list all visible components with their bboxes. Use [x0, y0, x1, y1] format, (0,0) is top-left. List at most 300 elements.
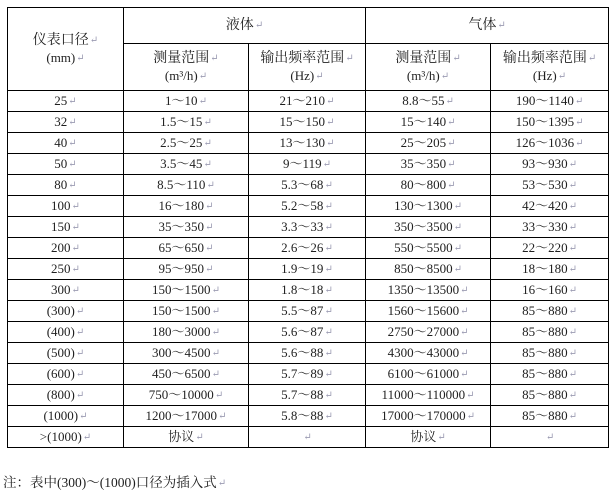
value-cell: [124, 280, 249, 301]
paragraph-mark: ↵: [453, 263, 462, 275]
cell-text: 16～180: [158, 197, 205, 213]
value-cell: [124, 406, 249, 427]
cell-text: 150～1395: [515, 113, 575, 129]
value-cell: [124, 259, 249, 280]
gas-group-header-cell: [366, 8, 609, 44]
footnote: [3, 471, 226, 491]
value-cell: [491, 343, 609, 364]
cell-text: 130～1300: [394, 197, 453, 213]
cell-text: 150: [51, 218, 71, 234]
diameter-cell: [8, 112, 124, 133]
value-cell: [366, 238, 491, 259]
gas-freq-header-cell: [491, 44, 609, 91]
paragraph-mark: ↵: [587, 53, 597, 65]
value-cell: [366, 343, 491, 364]
value-cell: [124, 301, 249, 322]
cell-text: 300: [51, 281, 71, 297]
diameter-unit: (mm): [46, 49, 76, 65]
cell-text: 85～880: [522, 302, 568, 318]
paragraph-mark: ↵: [322, 158, 331, 170]
diameter-cell: [8, 133, 124, 154]
freq-label: 输出频率范围: [260, 51, 345, 67]
value-cell: [124, 196, 249, 217]
cell-text: (500): [46, 344, 75, 360]
cell-text: 850～8500: [394, 260, 453, 276]
paragraph-mark: ↵: [437, 431, 446, 443]
cell-text: 17000～170000: [381, 407, 466, 423]
diameter-cell: [8, 364, 124, 385]
diameter-cell: [8, 406, 124, 427]
table-row: [8, 301, 609, 322]
cell-text: 150～1500: [152, 302, 211, 318]
value-cell: [491, 133, 609, 154]
paragraph-mark: ↵: [324, 284, 333, 296]
value-cell: [249, 154, 366, 175]
value-cell: [124, 322, 249, 343]
cell-text: 300～4500: [152, 344, 211, 360]
paragraph-mark: ↵: [324, 179, 333, 191]
paragraph-mark: ↵: [460, 284, 469, 296]
range-label: 测量范围: [153, 51, 210, 67]
paragraph-mark: ↵: [568, 179, 577, 191]
cell-text: 5.7～88: [281, 386, 324, 402]
value-cell: [491, 322, 609, 343]
value-cell: [249, 91, 366, 112]
paragraph-mark: ↵: [568, 263, 577, 275]
table-row: [8, 112, 609, 133]
paragraph-mark: ↵: [82, 431, 92, 443]
footnote-text: 注：表中(300)～(1000)口径为插入式: [3, 475, 217, 490]
table-row: [8, 196, 609, 217]
paragraph-mark: ↵: [497, 19, 506, 31]
cell-text: 25～205: [400, 134, 447, 150]
paragraph-mark: ↵: [303, 431, 312, 443]
cell-text: 65～650: [158, 239, 205, 255]
paragraph-mark: ↵: [195, 431, 204, 443]
table-row: [8, 259, 609, 280]
paragraph-mark: ↵: [71, 284, 80, 296]
cell-text: 协议: [410, 428, 437, 444]
range-unit: (m³/h): [164, 67, 198, 83]
paragraph-mark: ↵: [324, 305, 333, 317]
paragraph-mark: ↵: [568, 410, 577, 422]
value-cell: [124, 217, 249, 238]
cell-text: 15～140: [400, 113, 447, 129]
range-unit: (m³/h): [406, 67, 440, 83]
paragraph-mark: ↵: [210, 53, 219, 65]
cell-text: 250: [51, 260, 71, 276]
paragraph-mark: ↵: [71, 221, 80, 233]
cell-text: 33～330: [522, 218, 568, 234]
table-row: [8, 322, 609, 343]
paragraph-mark: ↵: [557, 70, 567, 82]
cell-text: 2.6～26: [281, 239, 324, 255]
value-cell: [491, 364, 609, 385]
cell-text: 16～160: [522, 281, 568, 297]
paragraph-mark: ↵: [345, 53, 354, 65]
cell-text: 150～1500: [152, 281, 211, 297]
cell-text: (1000): [43, 407, 79, 423]
value-cell: [491, 427, 609, 448]
cell-text: 5.7～89: [281, 365, 324, 381]
cell-text: 25: [54, 92, 68, 108]
value-cell: [124, 427, 249, 448]
paragraph-mark: ↵: [568, 305, 577, 317]
paragraph-mark: ↵: [203, 137, 212, 149]
paragraph-mark: ↵: [198, 95, 207, 107]
cell-text: 450～6500: [152, 365, 211, 381]
table-row: [8, 133, 609, 154]
cell-text: 35～350: [400, 155, 447, 171]
paragraph-mark: ↵: [211, 305, 220, 317]
paragraph-mark: ↵: [575, 116, 584, 128]
cell-text: 42～420: [522, 197, 568, 213]
value-cell: [491, 385, 609, 406]
diameter-cell: [8, 385, 124, 406]
value-cell: [366, 322, 491, 343]
paragraph-mark: ↵: [206, 179, 215, 191]
value-cell: [366, 364, 491, 385]
paragraph-mark: ↵: [447, 179, 456, 191]
value-cell: [366, 175, 491, 196]
cell-text: 11000～110000: [381, 386, 466, 402]
value-cell: [124, 385, 249, 406]
value-cell: [249, 301, 366, 322]
paragraph-mark: ↵: [211, 284, 220, 296]
value-cell: [366, 259, 491, 280]
value-cell: [366, 91, 491, 112]
diameter-cell: [8, 427, 124, 448]
cell-text: 8.5～110: [157, 176, 206, 192]
liquid-group-header-cell: [124, 8, 366, 44]
paragraph-mark: ↵: [254, 19, 264, 31]
value-cell: [366, 280, 491, 301]
table-row: [8, 175, 609, 196]
paragraph-mark: ↵: [568, 158, 577, 170]
cell-text: 1200～17000: [145, 407, 218, 423]
value-cell: [366, 427, 491, 448]
cell-text: (300): [46, 302, 75, 318]
cell-text: 5.2～58: [281, 197, 324, 213]
table-row: [8, 280, 609, 301]
cell-text: 6100～61000: [387, 365, 460, 381]
value-cell: [249, 112, 366, 133]
value-cell: [491, 301, 609, 322]
value-cell: [124, 175, 249, 196]
cell-text: 1.5～15: [160, 113, 203, 129]
table-row: [8, 91, 609, 112]
value-cell: [366, 196, 491, 217]
paragraph-mark: ↵: [460, 305, 469, 317]
liquid-range-header-cell: [124, 44, 249, 91]
value-cell: [366, 112, 491, 133]
value-cell: [249, 217, 366, 238]
paragraph-mark: ↵: [460, 368, 469, 380]
diameter-cell: [8, 154, 124, 175]
cell-text: 22～220: [522, 239, 568, 255]
paragraph-mark: ↵: [453, 242, 462, 254]
cell-text: 协议: [168, 428, 195, 444]
diameter-cell: [8, 91, 124, 112]
cell-text: 9～119: [283, 155, 322, 171]
paragraph-mark: ↵: [466, 410, 475, 422]
table-row: [8, 406, 609, 427]
value-cell: [491, 91, 609, 112]
paragraph-mark: ↵: [440, 70, 450, 82]
value-cell: [366, 406, 491, 427]
value-cell: [491, 175, 609, 196]
paragraph-mark: ↵: [205, 242, 214, 254]
value-cell: [366, 301, 491, 322]
paragraph-mark: ↵: [71, 263, 80, 275]
paragraph-mark: ↵: [453, 200, 462, 212]
table-row: [8, 217, 609, 238]
paragraph-mark: ↵: [568, 200, 577, 212]
cell-text: 550～5500: [394, 239, 453, 255]
gas-label: 气体: [468, 17, 497, 33]
paragraph-mark: ↵: [89, 35, 99, 47]
cell-text: 32: [54, 113, 68, 129]
paragraph-mark: ↵: [324, 200, 333, 212]
flowmeter-spec-table: [7, 7, 609, 448]
paragraph-mark: ↵: [218, 410, 227, 422]
paragraph-mark: ↵: [447, 116, 456, 128]
value-cell: [124, 133, 249, 154]
value-cell: [249, 322, 366, 343]
cell-text: 180～3000: [152, 323, 211, 339]
value-cell: [366, 133, 491, 154]
paragraph-mark: ↵: [203, 158, 212, 170]
paragraph-mark: ↵: [324, 242, 333, 254]
paragraph-mark: ↵: [447, 158, 456, 170]
paragraph-mark: ↵: [568, 326, 577, 338]
value-cell: [249, 385, 366, 406]
paragraph-mark: ↵: [71, 242, 80, 254]
liquid-label: 液体: [225, 17, 254, 33]
cell-text: 1.8～18: [281, 281, 324, 297]
paragraph-mark: ↵: [205, 221, 214, 233]
value-cell: [249, 343, 366, 364]
paragraph-mark: ↵: [75, 305, 85, 317]
diameter-cell: [8, 322, 124, 343]
cell-text: 5.3～68: [281, 176, 324, 192]
paragraph-mark: ↵: [445, 95, 454, 107]
diameter-header-cell: [8, 8, 124, 91]
cell-text: 85～880: [522, 344, 568, 360]
paragraph-mark: ↵: [198, 70, 208, 82]
table-row: [8, 385, 609, 406]
paragraph-mark: ↵: [466, 389, 475, 401]
freq-unit: (Hz): [532, 67, 557, 83]
cell-text: 1.9～19: [281, 260, 324, 276]
freq-label: 输出频率范围: [502, 51, 587, 67]
cell-text: 5.8～88: [281, 407, 324, 423]
paragraph-mark: ↵: [324, 347, 333, 359]
value-cell: [491, 112, 609, 133]
cell-text: (600): [46, 365, 75, 381]
paragraph-mark: ↵: [75, 368, 85, 380]
cell-text: 2.5～25: [160, 134, 203, 150]
diameter-cell: [8, 175, 124, 196]
paragraph-mark: ↵: [68, 116, 77, 128]
cell-text: 15～150: [279, 113, 326, 129]
paragraph-mark: ↵: [315, 70, 324, 82]
diameter-cell: [8, 238, 124, 259]
value-cell: [124, 364, 249, 385]
value-cell: [249, 259, 366, 280]
cell-text: 5.6～88: [281, 344, 324, 360]
cell-text: 80: [54, 176, 68, 192]
paragraph-mark: ↵: [326, 116, 335, 128]
paragraph-mark: ↵: [460, 347, 469, 359]
paragraph-mark: ↵: [453, 221, 462, 233]
cell-text: 5.6～87: [281, 323, 324, 339]
liquid-freq-header-cell: [249, 44, 366, 91]
paragraph-mark: ↵: [324, 410, 333, 422]
value-cell: [366, 154, 491, 175]
paragraph-mark: ↵: [324, 368, 333, 380]
paragraph-mark: ↵: [452, 53, 461, 65]
diameter-label: 仪表口径: [32, 33, 89, 49]
paragraph-mark: ↵: [447, 137, 456, 149]
value-cell: [491, 154, 609, 175]
paragraph-mark: ↵: [568, 368, 577, 380]
value-cell: [249, 133, 366, 154]
cell-text: 18～180: [522, 260, 568, 276]
value-cell: [366, 385, 491, 406]
paragraph-mark: ↵: [68, 179, 77, 191]
cell-text: 1350～13500: [387, 281, 460, 297]
paragraph-mark: ↵: [71, 200, 80, 212]
value-cell: [249, 280, 366, 301]
paragraph-mark: ↵: [75, 389, 85, 401]
cell-text: (800): [46, 386, 75, 402]
paragraph-mark: ↵: [460, 326, 469, 338]
table-row: [8, 427, 609, 448]
paragraph-mark: ↵: [574, 95, 584, 107]
paragraph-mark: ↵: [568, 389, 577, 401]
paragraph-mark: ↵: [324, 221, 333, 233]
paragraph-mark: ↵: [324, 326, 333, 338]
paragraph-mark: ↵: [545, 431, 555, 443]
value-cell: [124, 343, 249, 364]
cell-text: 126～1036: [515, 134, 575, 150]
value-cell: [491, 259, 609, 280]
paragraph-mark: ↵: [568, 242, 577, 254]
cell-text: 13～130: [279, 134, 326, 150]
value-cell: [249, 364, 366, 385]
cell-text: 21～210: [279, 92, 326, 108]
gas-range-header-cell: [366, 44, 491, 91]
cell-text: 35～350: [158, 218, 205, 234]
paragraph-mark: ↵: [211, 347, 220, 359]
value-cell: [491, 280, 609, 301]
cell-text: 80～800: [400, 176, 447, 192]
range-label: 测量范围: [395, 51, 452, 67]
value-cell: [249, 175, 366, 196]
paragraph-mark: ↵: [324, 263, 333, 275]
cell-text: 40: [54, 134, 68, 150]
paragraph-mark: ↵: [211, 368, 220, 380]
value-cell: [124, 112, 249, 133]
value-cell: [249, 196, 366, 217]
cell-text: 2750～27000: [387, 323, 460, 339]
cell-text: 93～930: [522, 155, 568, 171]
value-cell: [366, 217, 491, 238]
diameter-cell: [8, 343, 124, 364]
paragraph-mark: ↵: [214, 389, 224, 401]
paragraph-mark: ↵: [205, 263, 214, 275]
table-row: [8, 364, 609, 385]
value-cell: [491, 217, 609, 238]
value-cell: [491, 406, 609, 427]
value-cell: [249, 406, 366, 427]
value-cell: [124, 154, 249, 175]
cell-text: 3.5～45: [160, 155, 203, 171]
cell-text: 750～10000: [148, 386, 214, 402]
table-row: [8, 154, 609, 175]
cell-text: 85～880: [522, 323, 568, 339]
freq-unit: (Hz): [290, 67, 315, 83]
paragraph-mark: ↵: [568, 347, 577, 359]
paragraph-mark: ↵: [575, 137, 584, 149]
cell-text: 4300～43000: [387, 344, 460, 360]
paragraph-mark: ↵: [68, 95, 77, 107]
table-row: [8, 343, 609, 364]
cell-text: 1560～15600: [387, 302, 460, 318]
paragraph-mark: ↵: [203, 116, 212, 128]
paragraph-mark: ↵: [568, 284, 577, 296]
cell-text: 5.5～87: [281, 302, 324, 318]
paragraph-mark: ↵: [326, 137, 335, 149]
paragraph-mark: ↵: [75, 347, 85, 359]
paragraph-mark: ↵: [75, 326, 85, 338]
paragraph-mark: ↵: [68, 158, 77, 170]
cell-text: 95～950: [158, 260, 205, 276]
cell-text: 1～10: [165, 92, 198, 108]
cell-text: 100: [51, 197, 71, 213]
cell-text: 85～880: [522, 386, 568, 402]
value-cell: [249, 427, 366, 448]
cell-text: 8.8～55: [402, 92, 445, 108]
value-cell: [491, 196, 609, 217]
spec-table-body: [8, 91, 609, 448]
header-row-groups: [8, 8, 609, 44]
diameter-cell: [8, 259, 124, 280]
paragraph-mark: ↵: [79, 410, 88, 422]
diameter-cell: [8, 301, 124, 322]
cell-text: 85～880: [522, 365, 568, 381]
cell-text: 350～3500: [394, 218, 453, 234]
value-cell: [124, 238, 249, 259]
paragraph-mark: ↵: [217, 478, 227, 489]
cell-text: >(1000): [39, 428, 82, 444]
paragraph-mark: ↵: [324, 389, 333, 401]
paragraph-mark: ↵: [568, 221, 577, 233]
value-cell: [124, 91, 249, 112]
diameter-cell: [8, 280, 124, 301]
paragraph-mark: ↵: [205, 200, 214, 212]
paragraph-mark: ↵: [326, 95, 335, 107]
cell-text: 85～880: [522, 407, 568, 423]
cell-text: 190～1140: [515, 92, 574, 108]
cell-text: 53～530: [522, 176, 568, 192]
value-cell: [491, 238, 609, 259]
paragraph-mark: ↵: [76, 52, 85, 64]
diameter-cell: [8, 196, 124, 217]
table-row: [8, 238, 609, 259]
diameter-cell: [8, 217, 124, 238]
